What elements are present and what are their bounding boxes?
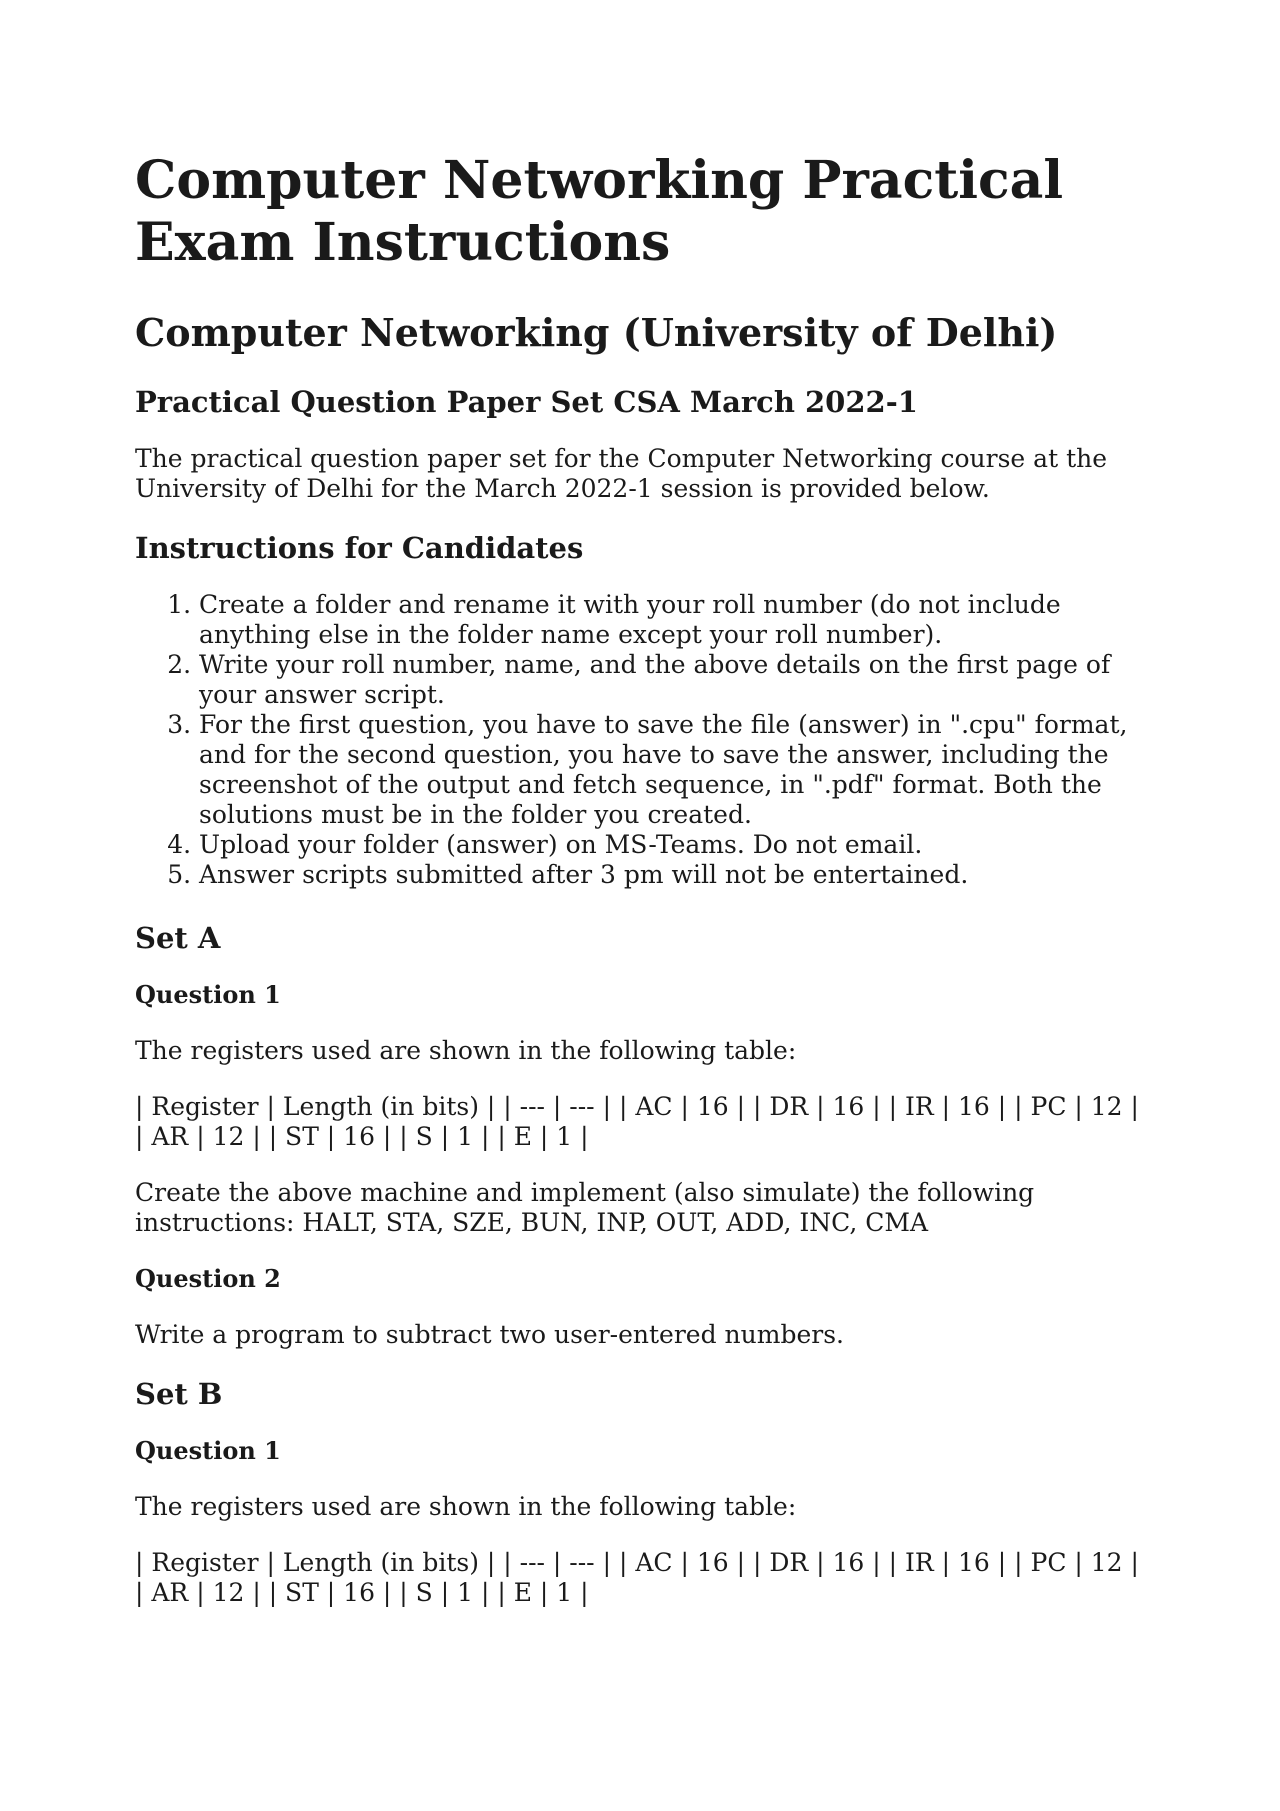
set-a-question-1-heading: Question 1 xyxy=(135,980,281,1009)
set-b-register-table-text: | Register | Length (in bits) | | --- | --- | | AC | 16 | | DR | 16 | | IR | 16 | | PC | 12 | | AR | 12 | | ST | 16 | | S | 1 | | E | 1 | xyxy=(135,1548,1139,1607)
set-a-question-2-heading: Question 2 xyxy=(135,1264,281,1293)
page-title: Computer Networking Practical Exam Instructions xyxy=(135,150,1064,273)
instruction-item: 4. Upload your folder (answer) on MS-Teams. Do not email. xyxy=(199,830,1155,860)
instructions-heading: Instructions for Candidates xyxy=(135,531,584,565)
instructions-list xyxy=(135,590,1155,890)
instruction-item: 2. Write your roll number, name, and the above details on the first page of your answer script. xyxy=(199,650,1155,710)
set-a-heading: Set A xyxy=(135,921,221,955)
intro-paragraph: The practical question paper set for the Computer Networking course at the University of Delhi for the March 2022-1 session is provided below. xyxy=(135,444,1108,503)
set-b-heading: Set B xyxy=(135,1377,223,1411)
instruction-item: 1. Create a folder and rename it with your roll number (do not include anything else in the folder name except your roll number). xyxy=(199,590,1155,650)
set-a-question-1-intro: The registers used are shown in the following table: xyxy=(135,1036,797,1065)
set-b-question-1-heading: Question 1 xyxy=(135,1436,281,1465)
course-subtitle: Computer Networking (University of Delhi) xyxy=(135,310,1058,355)
instruction-item: 5. Answer scripts submitted after 3 pm will not be entertained. xyxy=(199,860,1155,890)
set-b-question-1-intro: The registers used are shown in the following table: xyxy=(135,1492,797,1521)
instruction-item: 3. For the first question, you have to save the file (answer) in ".cpu" format, and for the second question, you have to save the answer, including the screenshot of the output and fetch sequence, in ".pdf" format. Both the solutions must be in the folder you created. xyxy=(199,710,1155,830)
set-a-question-1-task: Create the above machine and implement (also simulate) the following instructions: HALT, STA, SZE, BUN, INP, OUT, ADD, INC, CMA xyxy=(135,1178,1035,1237)
set-a-register-table-text: | Register | Length (in bits) | | --- | --- | | AC | 16 | | DR | 16 | | IR | 16 | | PC | 12 | | AR | 12 | | ST | 16 | | S | 1 | | E | 1 | xyxy=(135,1092,1139,1151)
document-page xyxy=(135,150,1155,1634)
set-a-question-2-task: Write a program to subtract two user-entered numbers. xyxy=(135,1320,844,1349)
paper-heading: Practical Question Paper Set CSA March 2022-1 xyxy=(135,385,918,419)
